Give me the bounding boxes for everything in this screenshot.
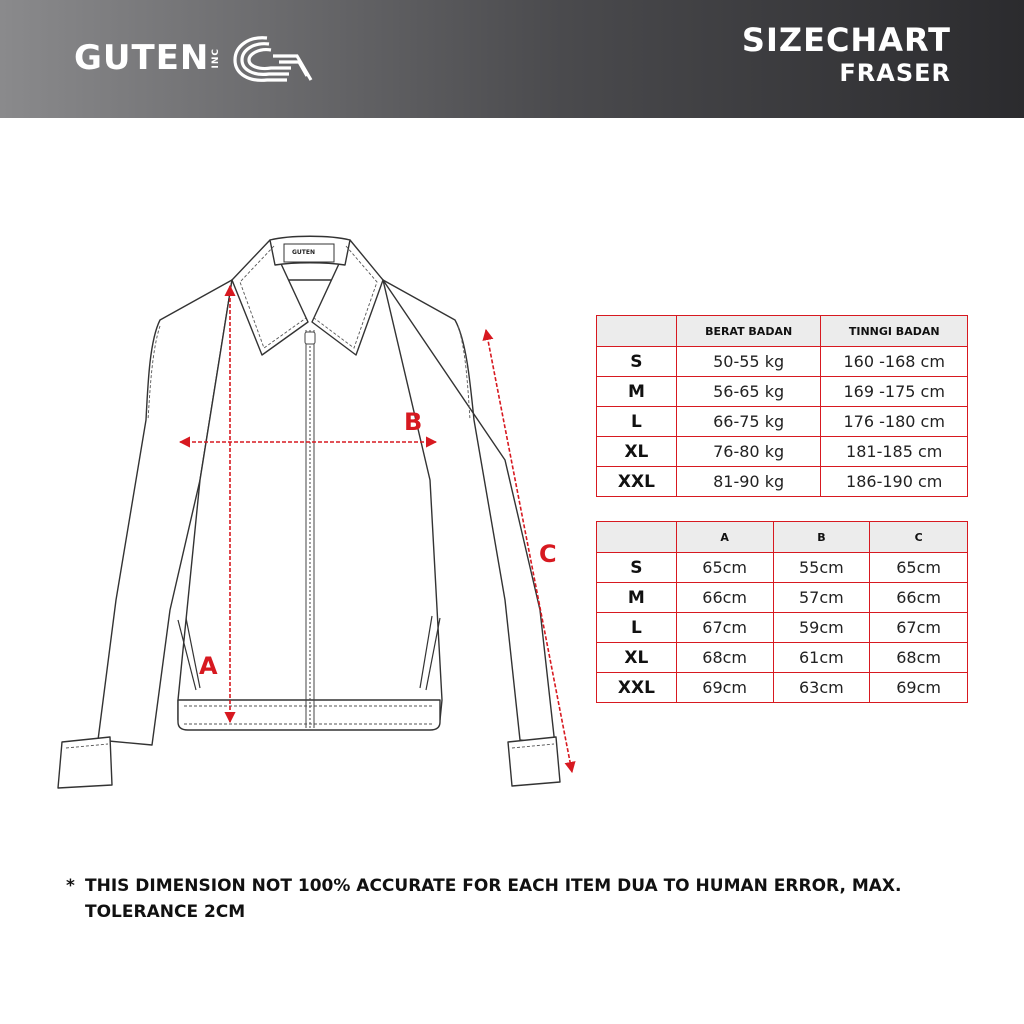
tolerance-note [66,873,986,925]
size-cell: XXL [597,673,677,703]
header-cell: C [870,522,968,553]
table-row [597,673,968,703]
value-cell: 61cm [773,643,870,673]
note-marker: * [66,876,75,896]
value-cell: 59cm [773,613,870,643]
jacket-diagram [0,118,600,818]
size-cell: M [597,377,677,407]
value-cell: 76-80 kg [676,437,821,467]
value-cell: 65cm [676,553,773,583]
header-cell [597,522,677,553]
title-block [742,22,951,88]
size-cell: S [597,347,677,377]
size-cell: XL [597,643,677,673]
table-row [597,643,968,673]
table-row [597,467,968,497]
value-cell: 69cm [676,673,773,703]
body-size-table [596,315,968,497]
value-cell: 55cm [773,553,870,583]
value-cell: 66-75 kg [676,407,821,437]
value-cell: 68cm [676,643,773,673]
brand-name: GUTEN [74,38,210,78]
table-row [597,553,968,583]
measurement-table [596,521,968,703]
table-row [597,407,968,437]
measure-label-b: B [404,408,423,436]
header-cell: BERAT BADAN [676,316,821,347]
value-cell: 50-55 kg [676,347,821,377]
size-cell: L [597,407,677,437]
size-cell: S [597,553,677,583]
value-cell: 169 -175 cm [821,377,968,407]
brand-suffix: INC [211,47,222,69]
value-cell: 66cm [870,583,968,613]
product-name: FRASER [839,59,951,87]
size-cell: M [597,583,677,613]
page-title: SIZECHART [741,21,951,59]
value-cell: 57cm [773,583,870,613]
measure-label-a: A [199,652,218,680]
jacket-illustration [0,118,600,818]
value-cell: 176 -180 cm [821,407,968,437]
value-cell: 67cm [870,613,968,643]
value-cell: 186-190 cm [821,467,968,497]
value-cell: 160 -168 cm [821,347,968,377]
table-row [597,583,968,613]
header-cell: TINNGI BADAN [821,316,968,347]
value-cell: 181-185 cm [821,437,968,467]
table-row [597,437,968,467]
header-bar [0,0,1024,118]
value-cell: 81-90 kg [676,467,821,497]
measure-label-c: C [539,540,557,568]
value-cell: 63cm [773,673,870,703]
value-cell: 68cm [870,643,968,673]
value-cell: 66cm [676,583,773,613]
header-cell: B [773,522,870,553]
table-header-row [597,522,968,553]
table-row [597,377,968,407]
size-cell: XXL [597,467,677,497]
size-cell: L [597,613,677,643]
value-cell: 69cm [870,673,968,703]
brand-logo [74,30,313,86]
size-cell: XL [597,437,677,467]
tag-label: GUTEN [292,249,316,256]
brand-mark-icon [227,30,313,86]
header-cell [597,316,677,347]
note-text: THIS DIMENSION NOT 100% ACCURATE FOR EACH ITEM DUA TO HUMAN ERROR, MAX. TOLERANCE 2CM [85,876,902,922]
table-row [597,347,968,377]
value-cell: 65cm [870,553,968,583]
value-cell: 56-65 kg [676,377,821,407]
table-header-row [597,316,968,347]
header-cell: A [676,522,773,553]
table-row [597,613,968,643]
value-cell: 67cm [676,613,773,643]
